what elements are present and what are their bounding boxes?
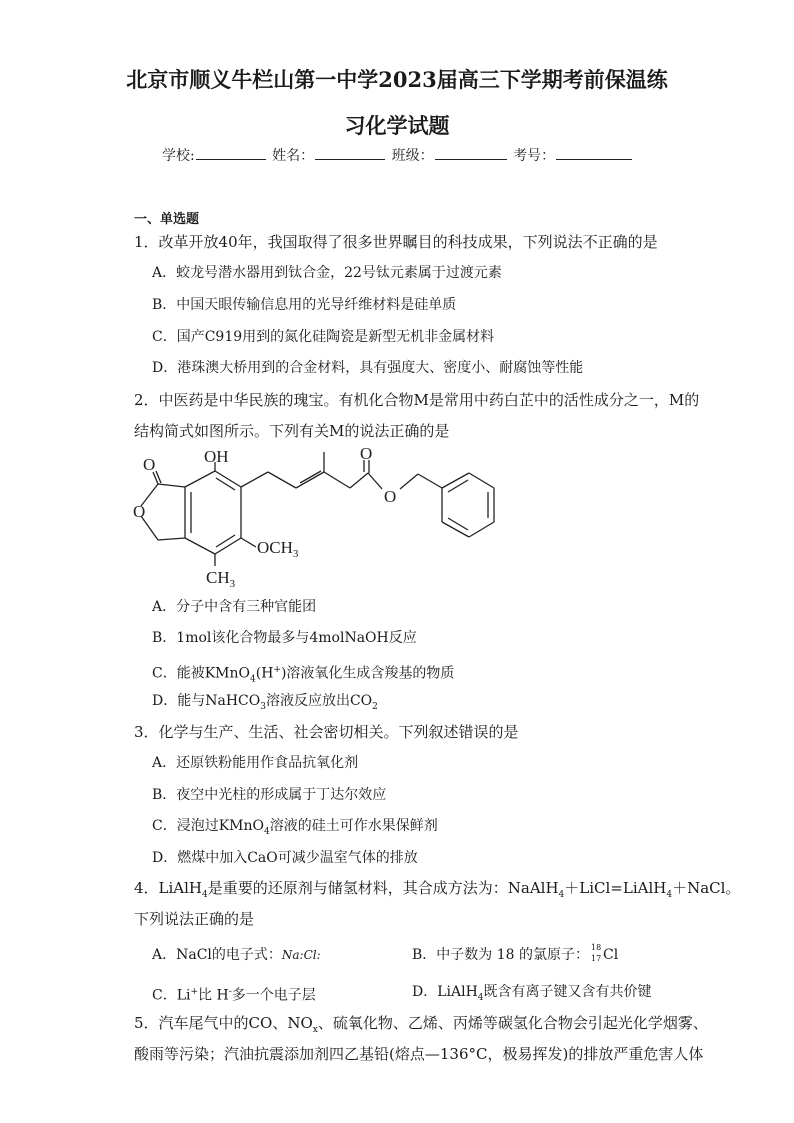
- element-symbol: Cl: [603, 947, 619, 963]
- bond: [216, 535, 235, 547]
- question-5-stem-line2: 酸雨等污染；汽油抗震添加剂四乙基铅(熔点—136°C，极易挥发)的排放严重危害人体: [134, 1045, 704, 1063]
- bond: [216, 478, 235, 490]
- question-3-option-b[interactable]: B．夜空中光柱的形成属于丁达尔效应: [152, 787, 387, 803]
- question-3-option-a[interactable]: A．还原铁粉能用作食品抗氧化剂: [152, 755, 359, 771]
- school-label: 学校:: [162, 148, 195, 164]
- option-text: 溶液的硅土可作水果保鲜剂: [269, 818, 438, 834]
- stem-text: 4．LiAlH: [134, 879, 203, 897]
- option-text: C．能被KMnO: [152, 665, 250, 682]
- question-4-option-a[interactable]: [152, 945, 321, 965]
- question-3-stem: 3．化学与生产、生活、社会密切相关。下列叙述错误的是: [134, 723, 519, 741]
- question-1-option-b[interactable]: B．中国天眼传输信息用的光导纤维材料是硅单质: [152, 297, 457, 313]
- option-text: 多一个电子层: [231, 987, 316, 1004]
- question-1-option-c[interactable]: C．国产C919用到的氮化硅陶瓷是新型无机非金属材料: [152, 329, 495, 345]
- question-2-stem-line2: 结构简式如图所示。下列有关M的说法正确的是: [134, 422, 450, 440]
- subscript: 4: [666, 890, 673, 900]
- class-label: 班级：: [391, 148, 434, 164]
- question-2-option-d[interactable]: [152, 691, 378, 717]
- bond: [324, 472, 350, 488]
- superscript: +: [273, 665, 281, 675]
- atom-label: OH: [204, 447, 229, 466]
- subscript: 4: [477, 992, 484, 1003]
- bond: [158, 538, 185, 540]
- bond: [469, 522, 494, 537]
- structure-diagram: [128, 444, 508, 592]
- atom-label-subscript: 3: [292, 548, 299, 560]
- bond: [300, 471, 321, 483]
- question-2-stem-line1: 2．中医药是中华民族的瑰宝。有机化合物M是常用中药白芷中的活性成分之一，M的: [134, 391, 700, 409]
- bond: [185, 471, 215, 487]
- subscript: 4: [264, 826, 270, 837]
- bond: [350, 473, 368, 488]
- name-label: 姓名：: [272, 148, 315, 164]
- option-text: B．中子数为 18 的氯原子：: [412, 947, 590, 963]
- bond: [241, 472, 268, 487]
- name-blank[interactable]: [315, 145, 385, 160]
- bond: [296, 472, 324, 488]
- question-4-stem-line1: [134, 878, 740, 905]
- option-text: C．浸泡过KMnO: [152, 818, 264, 834]
- atom-label-subscript: 3: [229, 578, 236, 590]
- bond: [241, 538, 256, 547]
- bond: [215, 538, 241, 554]
- option-text: (H: [255, 665, 274, 682]
- atom-label: O: [143, 455, 156, 474]
- option-text: )溶液氧化生成含羧基的物质: [280, 665, 455, 682]
- atom-label-ch3: CH: [206, 568, 230, 587]
- atom-label: [206, 568, 236, 590]
- question-1-stem: 1．改革开放40年，我国取得了很多世界瞩目的科技成果，下列说法不正确的是: [134, 233, 658, 251]
- exam-title-line1: 北京市顺义牛栏山第一中学2023届高三下学期考前保温练: [126, 67, 668, 92]
- stem-text: ＋NaCl。: [672, 879, 741, 897]
- question-1-option-a[interactable]: A．蛟龙号潜水器用到钛合金，22号钛元素属于过渡元素: [152, 265, 502, 281]
- bond: [448, 518, 468, 530]
- bond: [400, 474, 418, 489]
- bond: [158, 484, 185, 487]
- mass-number: 18: [591, 943, 602, 952]
- bond: [215, 471, 241, 487]
- question-3-option-c[interactable]: [152, 816, 438, 842]
- bond: [268, 472, 296, 488]
- question-2-option-a[interactable]: A．分子中含有三种官能团: [152, 599, 317, 615]
- id-blank[interactable]: [556, 145, 632, 160]
- id-label: 考号：: [513, 148, 556, 164]
- atomic-number: 17: [591, 954, 602, 963]
- question-5-stem-line1: [134, 1013, 708, 1040]
- stem-text: 是重要的还原剂与储氢材料，其合成方法为：NaAlH: [207, 879, 559, 897]
- atom-label: O: [384, 487, 397, 506]
- question-4-option-d[interactable]: [412, 982, 652, 1008]
- atom-label: O: [360, 444, 373, 463]
- bond: [418, 474, 442, 488]
- atom-label: [257, 538, 299, 560]
- superscript: -: [228, 987, 232, 997]
- stem-text: 、硫氧化物、乙烯、丙烯等碳氢化合物会引起光化学烟雾、: [317, 1014, 708, 1032]
- student-info-row: [162, 145, 634, 165]
- option-text: D．能与NaHCO: [152, 693, 261, 709]
- bond: [442, 522, 469, 537]
- subscript: 4: [250, 674, 256, 685]
- bond: [469, 473, 494, 488]
- question-2-option-c[interactable]: [152, 660, 454, 689]
- bond: [442, 473, 469, 488]
- option-text: C．Li: [152, 987, 191, 1004]
- superscript: +: [190, 987, 199, 997]
- subscript: 2: [372, 701, 378, 712]
- question-4-stem-line2: 下列说法正确的是: [134, 910, 255, 928]
- question-4-option-b[interactable]: [412, 945, 618, 965]
- option-text: 既含有离子键又含有共价键: [483, 984, 652, 1000]
- section-heading: 一、单选题: [134, 212, 200, 227]
- subscript: 3: [260, 701, 266, 712]
- atom-label-och3: OCH: [257, 538, 293, 557]
- option-text: 溶液反应放出CO: [265, 693, 373, 709]
- bond: [368, 473, 382, 489]
- question-2-option-b[interactable]: B．1mol该化合物最多与4molNaOH反应: [152, 630, 417, 646]
- exam-title-line2: 习化学试题: [344, 113, 450, 138]
- atom-label: O: [133, 502, 146, 521]
- school-blank[interactable]: [196, 145, 266, 160]
- class-blank[interactable]: [435, 145, 507, 160]
- option-text: D．LiAlH: [412, 984, 478, 1000]
- bond: [185, 538, 215, 554]
- option-text: A．NaCl的电子式：: [152, 947, 282, 963]
- question-4-option-c[interactable]: [152, 982, 316, 1006]
- subscript: x: [312, 1025, 318, 1035]
- isotope-notation: [589, 945, 603, 965]
- stem-text: ＋LiCl=LiAlH: [564, 879, 667, 897]
- stem-text: 5．汽车尾气中的CO、NO: [134, 1014, 313, 1032]
- question-3-option-d[interactable]: D．燃煤中加入CaO可减少温室气体的排放: [152, 850, 418, 866]
- bond: [448, 480, 468, 492]
- question-1-option-d[interactable]: D．港珠澳大桥用到的合金材料，具有强度大、密度小、耐腐蚀等性能: [152, 360, 584, 376]
- option-text: 比 H: [198, 987, 229, 1004]
- subscript: 4: [558, 890, 565, 900]
- lewis-formula: Na:Cl:: [281, 948, 321, 962]
- subscript: 4: [202, 890, 208, 900]
